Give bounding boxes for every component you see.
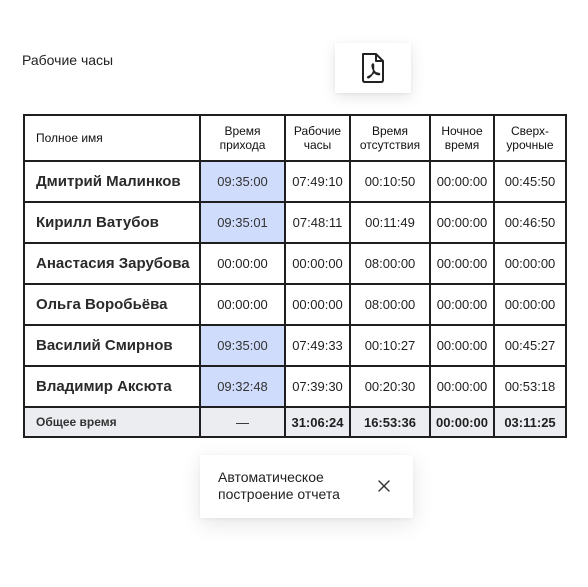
worked-hours-cell: 00:00:00 (285, 243, 350, 284)
employee-name: Дмитрий Малинков (24, 161, 200, 202)
worked-hours-cell: 07:49:33 (285, 325, 350, 366)
employee-name: Кирилл Ватубов (24, 202, 200, 243)
arrival-time-cell: 00:00:00 (200, 284, 285, 325)
overtime-cell: 00:53:18 (494, 366, 566, 407)
total-label: Общее время (24, 407, 200, 437)
pdf-document-icon (360, 52, 386, 84)
table-row (24, 325, 566, 366)
overtime-cell: 00:45:27 (494, 325, 566, 366)
column-header-night: Ночное время (430, 115, 494, 161)
overtime-cell: 00:00:00 (494, 284, 566, 325)
total-row (24, 407, 566, 437)
total-worked-cell: 31:06:24 (285, 407, 350, 437)
worked-hours-cell: 00:00:00 (285, 284, 350, 325)
column-header-worked: Рабочие часы (285, 115, 350, 161)
night-time-cell: 00:00:00 (430, 243, 494, 284)
absence-time-cell: 00:10:50 (350, 161, 430, 202)
absence-time-cell: 08:00:00 (350, 284, 430, 325)
pdf-export-button[interactable] (335, 43, 411, 93)
total-night-cell: 00:00:00 (430, 407, 494, 437)
total-overtime-cell: 03:11:25 (494, 407, 566, 437)
worked-hours-cell: 07:39:30 (285, 366, 350, 407)
work-hours-table (23, 114, 567, 438)
column-header-overtime: Сверх- урочные (494, 115, 566, 161)
arrival-time-cell: 09:35:00 (200, 325, 285, 366)
arrival-time-cell: 09:35:00 (200, 161, 285, 202)
close-icon (378, 480, 390, 492)
table-row (24, 243, 566, 284)
night-time-cell: 00:00:00 (430, 366, 494, 407)
overtime-cell: 00:45:50 (494, 161, 566, 202)
night-time-cell: 00:00:00 (430, 202, 494, 243)
auto-report-notification (200, 455, 413, 518)
night-time-cell: 00:00:00 (430, 284, 494, 325)
employee-name: Ольга Воробьёва (24, 284, 200, 325)
absence-time-cell: 00:11:49 (350, 202, 430, 243)
arrival-time-cell: 00:00:00 (200, 243, 285, 284)
table-row (24, 366, 566, 407)
total-absence-cell: 16:53:36 (350, 407, 430, 437)
total-arrival-cell: — (200, 407, 285, 437)
table-row (24, 161, 566, 202)
page-title: Рабочие часы (22, 52, 114, 68)
close-notification-button[interactable] (372, 474, 396, 498)
worked-hours-cell: 07:48:11 (285, 202, 350, 243)
absence-time-cell: 08:00:00 (350, 243, 430, 284)
notification-text: Автоматическое построение отчета (218, 469, 340, 502)
table-header-row (24, 115, 566, 161)
column-header-arrival: Время прихода (200, 115, 285, 161)
overtime-cell: 00:46:50 (494, 202, 566, 243)
worked-hours-cell: 07:49:10 (285, 161, 350, 202)
overtime-cell: 00:00:00 (494, 243, 566, 284)
column-header-absence: Время отсутствия (350, 115, 430, 161)
absence-time-cell: 00:20:30 (350, 366, 430, 407)
employee-name: Василий Смирнов (24, 325, 200, 366)
night-time-cell: 00:00:00 (430, 161, 494, 202)
night-time-cell: 00:00:00 (430, 325, 494, 366)
table-row (24, 202, 566, 243)
column-header-name: Полное имя (24, 115, 200, 161)
arrival-time-cell: 09:35:01 (200, 202, 285, 243)
absence-time-cell: 00:10:27 (350, 325, 430, 366)
employee-name: Анастасия Зарубова (24, 243, 200, 284)
arrival-time-cell: 09:32:48 (200, 366, 285, 407)
table-row (24, 284, 566, 325)
employee-name: Владимир Аксюта (24, 366, 200, 407)
